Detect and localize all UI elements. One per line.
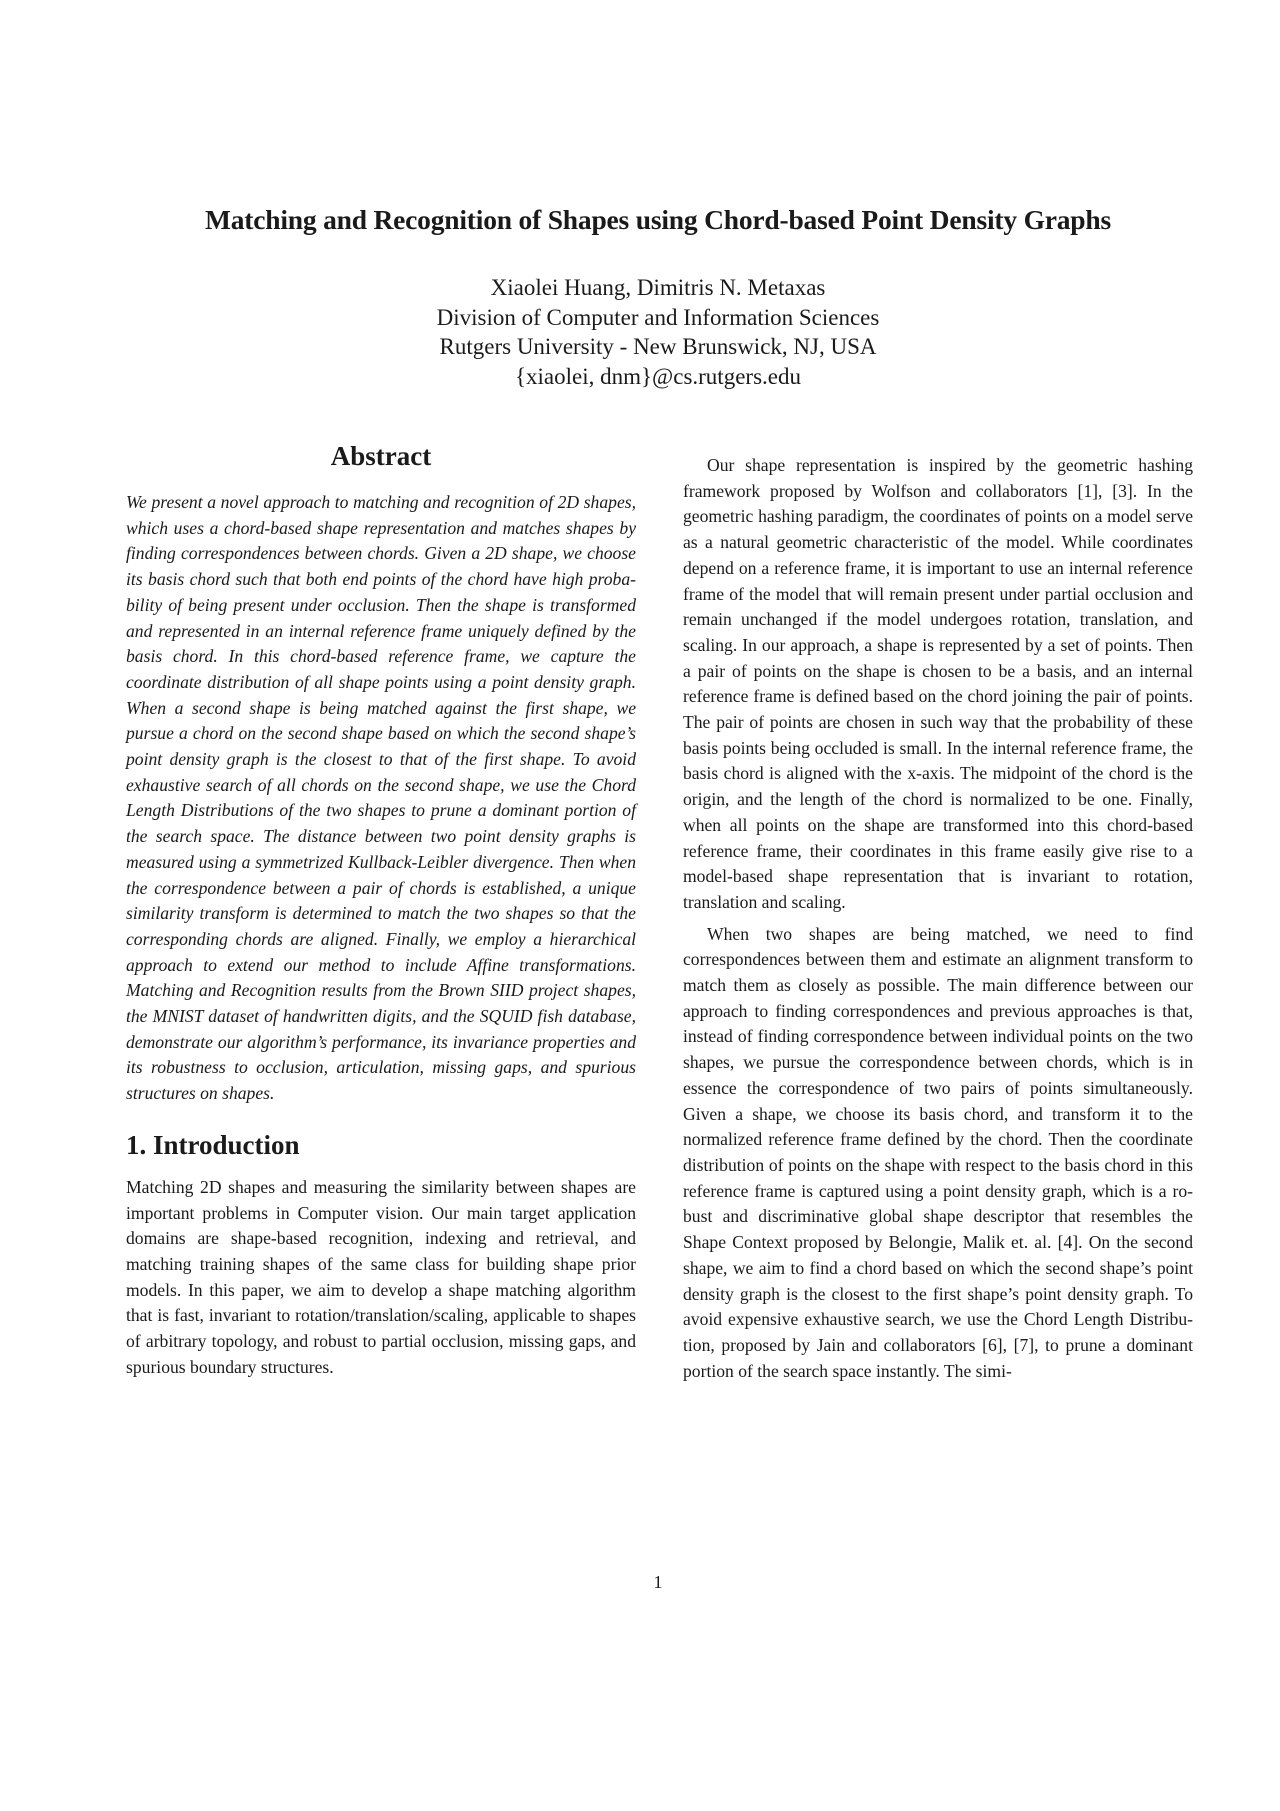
abstract-text: We present a novel approach to matching and recognition of 2D shapes, which uses a chord-based shape representation and matches shapes by finding correspondences between chords. Given a 2D shape, we choose its basis chord such that both end points of the chord have high probability of being present under occlusion. Then the shape is transformed and represented in an internal reference frame uniquely defined by the basis chord. In this chord-based reference frame, we capture the coordinate distribution of all shape points using a point density graph. When a second shape is being matched against the first shape, we pursue a chord on the second shape based on which the second shape’s point density graph is the closest to that of the first shape. To avoid exhaustive search of all chords on the second shape, we use the Chord Length Distributions of the two shapes to prune a dominant portion of the search space. The distance between two point density graphs is measured using a symmetrized Kullback-Leibler divergence. Then when the correspondence between a pair of chords is established, a unique similarity transform is determined to match the two shapes so that the corresponding chords are aligned. Finally, we employ a hierarchical approach to extend our method to include Affine transformations. Matching and Recognition results from the Brown SIID project shapes, the MNIST dataset of handwritten digits, and the SQUID fish database, demonstrate our algorithm’s performance, its invariance properties and its robustness to occlusion, articulation, missing gaps, and spurious structures on shapes. <box>126 492 636 1104</box>
author-block <box>0 273 1280 391</box>
intro-paragraph-1: Matching 2D shapes and measuring the similarity between shapes are important problems in Computer vision. Our main target application domains are shape-based recognition, indexing and retrieval, and matching training shapes of the same class for building shape prior models. In this paper, we aim to develop a shape matching algorithm that is fast, invariant to rotation/translation/scaling, applicable to shapes of arbitrary topology, and robust to partial occlusion, missing gaps, and spurious boundary structures. <box>126 1176 636 1377</box>
section-heading-introduction: 1. Introduction <box>126 1129 300 1160</box>
right-column <box>683 453 1193 1384</box>
author-names: Xiaolei Huang, Dimitris N. Metaxas <box>490 275 826 300</box>
abstract-heading: Abstract <box>330 441 432 471</box>
left-column <box>126 440 636 1381</box>
intro-paragraph-3: When two shapes are being matched, we need to find correspondences between them and estimate an alignment transform to match them as closely as possible. The main difference between our approach to finding correspondences and previous approaches is that, instead of finding correspondence between individual points on the two shapes, we pursue the correspondence between chords, which is in essence the correspondence of two pairs of points simultaneously. Given a shape, we choose its basis chord, and transform it to the normalized reference frame defined by the chord. Then the coordinate distribution of points on the shape with respect to the basis chord in this reference frame is captured using a point density graph, which is a robust and discriminative global shape descriptor that resembles the Shape Context proposed by Belongie, Malik et. al. [4]. On the second shape, we aim to find a chord based on which the second shape’s point density graph is the closest to the first shape’s point density graph. To avoid expensive exhaustive search, we use the Chord Length Distribution, proposed by Jain and collaborators [6], [7], to prune a dominant portion of the search space instantly. The simi- <box>683 923 1193 1381</box>
author-email: {xiaolei, dnm}@cs.rutgers.edu <box>515 363 801 389</box>
page-number: 1 <box>653 1572 663 1592</box>
paper-title: Matching and Recognition of Shapes using Chord-based Point Density Graphs <box>204 204 1112 235</box>
intro-paragraph-2: Our shape representation is inspired by the geometric hashing framework proposed by Wolfson and collaborators [1], [3]. In the geometric hashing paradigm, the coordinates of points on a model serve as a natural geometric characteristic of the model. While coordinates depend on a reference frame, it is important to use an internal reference frame of the model that will remain present under partial occlusion and remain unchanged if the model undergoes rotation, translation, and scaling. In our approach, a shape is represented by a set of points. Then a pair of points on the shape is chosen to be a basis, and an internal reference frame is defined based on the chord joining the pair of points. The pair of points are chosen in such way that the probability of these basis points being occluded is small. In the internal reference frame, the basis chord is aligned with the x-axis. The midpoint of the chord is the origin, and the length of the chord is normalized to be one. Finally, when all points on the shape are transformed into this chord-based reference frame, their coordinates in this frame easily give rise to a model-based shape representation that is invariant to rotation, translation and scaling. <box>683 455 1193 912</box>
affiliation-division: Division of Computer and Information Sciences <box>436 304 880 330</box>
affiliation-university: Rutgers University - New Brunswick, NJ, USA <box>439 334 877 359</box>
